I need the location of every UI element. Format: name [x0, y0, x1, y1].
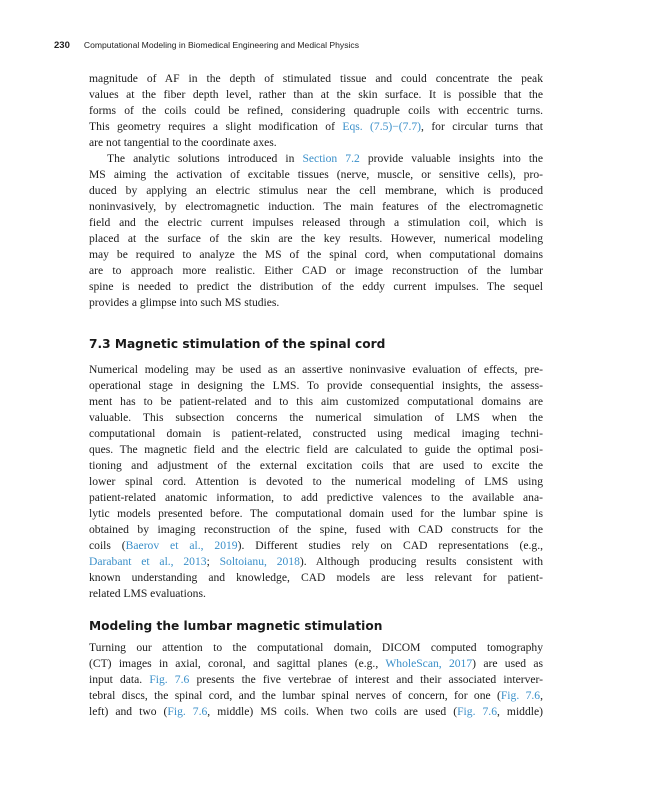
running-header: [54, 40, 554, 51]
text-line: are to approach more realistic. Either CAD or image reconstruction of the lumbar: [89, 264, 543, 277]
text-line: input data. Fig. 7.6 presents the five vertebrae of interest and their associated interver-: [89, 673, 543, 686]
text-line: field and the electric current impulses released through a stimulation coil, which is: [89, 216, 543, 229]
citation-link[interactable]: Darabant et al., 2013: [89, 555, 207, 568]
text-line: MS aiming the activation of excitable tissues (nerve, muscle, or sensitive cells), pro-: [89, 168, 543, 181]
text-line: lower spinal cord. Attention is devoted to the numerical modeling of LMS using: [89, 475, 543, 488]
paragraph-2: [89, 151, 543, 311]
subsection-heading: Modeling the lumbar magnetic stimulation: [89, 619, 383, 633]
text-line: provides a glimpse into such MS studies.: [89, 296, 280, 309]
page-number: 230: [54, 40, 70, 51]
text-line: operational stage in designing the LMS. To provide consequential insights, the assess-: [89, 379, 543, 392]
paragraph-1: [89, 71, 543, 151]
citation-link[interactable]: WholeScan, 2017: [385, 657, 473, 670]
text-line: valuable. This subsection concerns the numerical simulation of LMS when the: [89, 411, 543, 424]
text-line: patient-related anatomic information, to add predictive valences to the available ana-: [89, 491, 543, 504]
text-line: left) and two (Fig. 7.6, middle) MS coils. When two coils are used (Fig. 7.6, middle): [89, 705, 543, 718]
section-heading: 7.3 Magnetic stimulation of the spinal cord: [89, 337, 386, 351]
text-line: lytic models presented before. The computational domain used for the lumbar spine is: [89, 507, 543, 520]
section-link[interactable]: Section 7.2: [302, 152, 360, 165]
text-line: duced by applying an electric stimulus near the cell membrane, which is produced: [89, 184, 543, 197]
text-line: noninvasively, by electromagnetic induction. The main features of the electromagnetic: [89, 200, 543, 213]
paragraph-4: [89, 640, 543, 720]
text-line: spine is needed to predict the distribution of the eddy current impulses. The sequel: [89, 280, 543, 293]
figure-link[interactable]: Fig. 7.6: [167, 705, 208, 718]
text-line: tebral discs, the spinal cord, and the lumbar spinal nerves of concern, for one (Fig. 7.6,: [89, 689, 543, 702]
text-line: Numerical modeling may be used as an assertive noninvasive evaluation of effects, pre-: [89, 363, 543, 376]
text-line: magnitude of AF in the depth of stimulated tissue and could concentrate the peak: [89, 72, 543, 85]
text-line: ques. The magnetic field and the electric field are calculated to guide the optimal posi-: [89, 443, 543, 456]
text-line: are not tangential to the coordinate axes.: [89, 136, 277, 149]
text-line: placed at the surface of the skin are the key results. However, numerical modeling: [89, 232, 543, 245]
figure-link[interactable]: Fig. 7.6: [457, 705, 497, 718]
text-line: This geometry requires a slight modification of Eqs. (7.5)−(7.7), for circular turns that: [89, 120, 543, 133]
text-line: (CT) images in axial, coronal, and sagittal planes (e.g., WholeScan, 2017) are used as: [89, 657, 543, 670]
text-line: Darabant et al., 2013; Soltoianu, 2018). Although producing results consistent with: [89, 555, 543, 568]
text-line: ment has to be patient-related and to this aim customized computational domains are: [89, 395, 543, 408]
text-line: obtained by imaging reconstruction of the spine, fused with CAD constructs for the: [89, 523, 543, 536]
equation-link[interactable]: Eqs. (7.5)−(7.7): [342, 120, 422, 133]
text-line: may be required to analyze the MS of the spinal cord, when computational domains: [89, 248, 543, 261]
figure-link[interactable]: Fig. 7.6: [149, 673, 190, 686]
text-line: known understanding and knowledge, CAD models are less relevant for patient-: [89, 571, 543, 584]
text-line: forms of the coils could be refined, considering quadruple coils with eccentric turns.: [89, 104, 543, 117]
text-line: coils (Baerov et al., 2019). Different studies rely on CAD representations (e.g.,: [89, 539, 543, 552]
text-line: computational domain is patient-related, constructed using medical imaging techni-: [89, 427, 543, 440]
text-line: values at the fiber depth level, rather than at the skin surface. It is possible that the: [89, 88, 543, 101]
citation-link[interactable]: Soltoianu, 2018: [219, 555, 300, 568]
running-title: Computational Modeling in Biomedical Engineering and Medical Physics: [83, 40, 360, 50]
text-line: related LMS evaluations.: [89, 587, 206, 600]
text-line: Turning our attention to the computational domain, DICOM computed tomography: [89, 641, 543, 654]
paragraph-3: [89, 362, 543, 602]
text-line: The analytic solutions introduced in Section 7.2 provide valuable insights into the: [107, 152, 543, 165]
citation-link[interactable]: Baerov et al., 2019: [125, 539, 238, 552]
figure-link[interactable]: Fig. 7.6: [500, 689, 541, 702]
text-line: tioning and adjustment of the external excitation coils that are used to excite the: [89, 459, 543, 472]
